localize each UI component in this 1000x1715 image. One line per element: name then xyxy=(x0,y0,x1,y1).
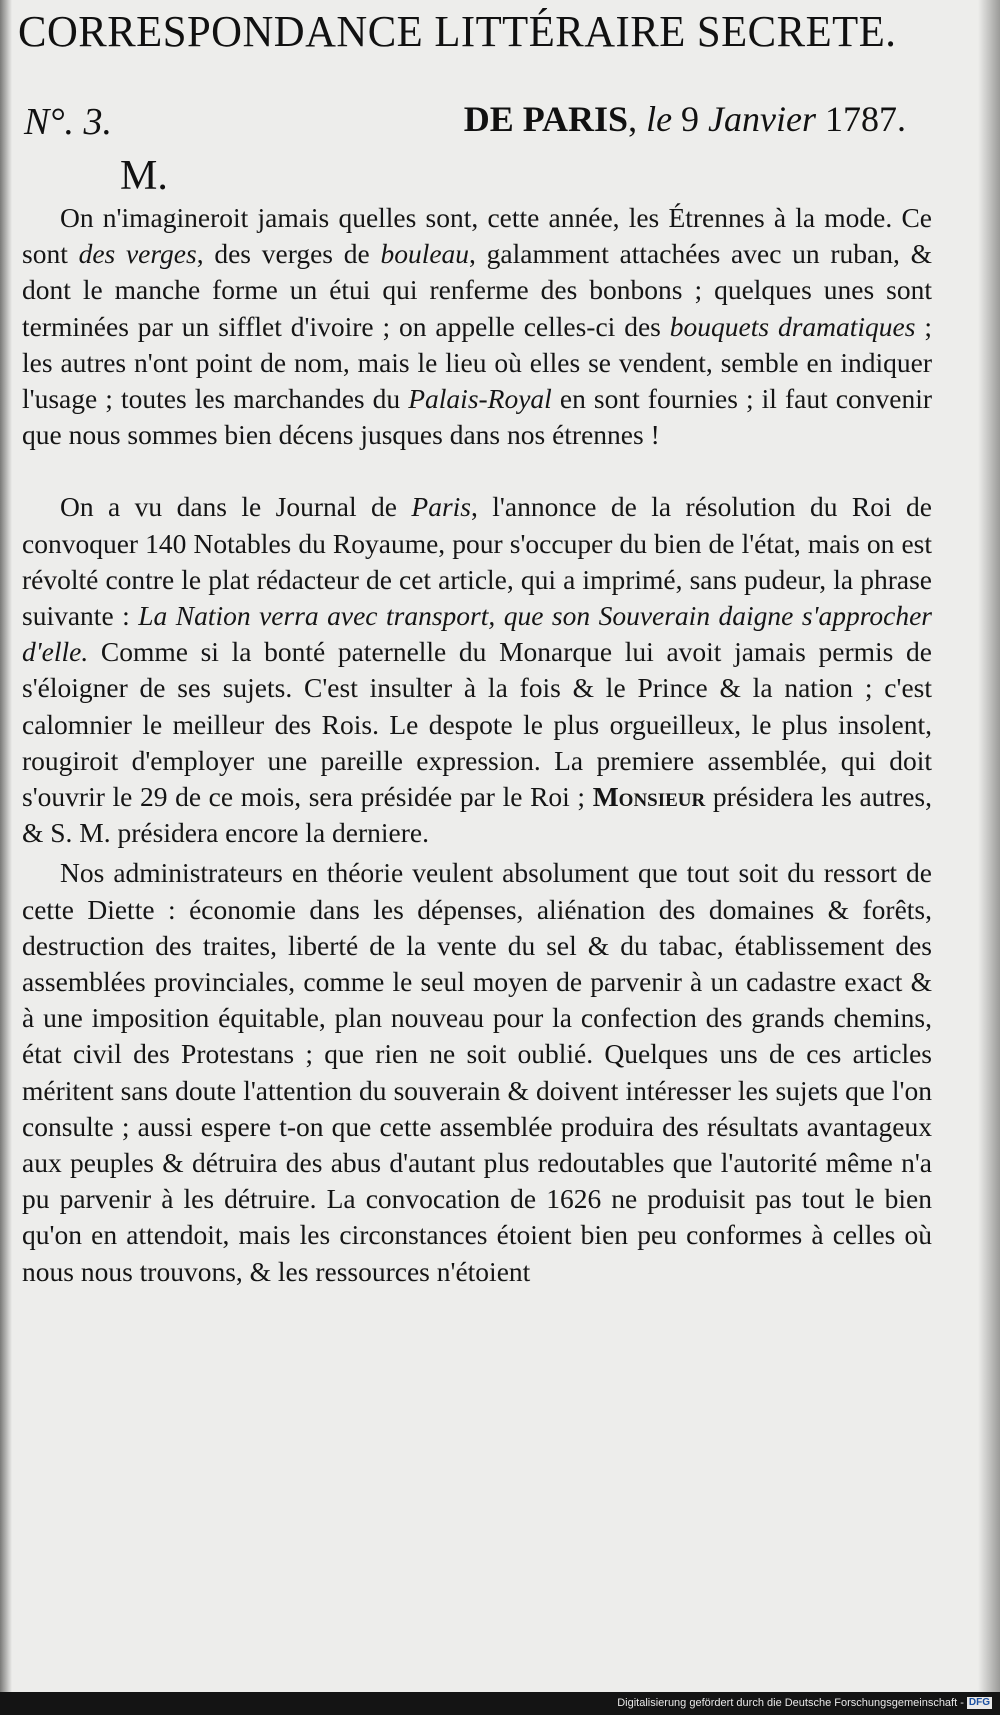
text-run: , galamment attachées avec un ruban, & dont le manche forme un étui qui renferme des bonbons ; quelques unes sont terminées par un sifflet d'ivoire ; on appelle celles-ci des xyxy=(22,238,933,342)
digitization-credit xyxy=(617,1697,992,1709)
text-run: , des verges de xyxy=(196,238,381,270)
text-run: bouquets dramatiques xyxy=(669,310,916,342)
journal-title: CORRESPONDANCE LITTÉRAIRE SECRETE. xyxy=(18,7,897,56)
dateline-day: 9 xyxy=(681,99,700,139)
issue-number: N°. 3. xyxy=(24,101,113,143)
text-run: présidera les autres, & S. M. présidera encore la derniere. xyxy=(22,781,932,849)
dateline-separator: , xyxy=(628,99,638,139)
text-run: , l'annonce de la résolution du Roi de convoquer 140 Notables du Royaume, pour s'occuper du bien de l'état, mais on est révolté contre le plat rédacteur de cet article, qui a imprimé, sans pudeur, la phrase suivante : xyxy=(22,491,932,632)
paragraph-administrateurs xyxy=(22,855,932,1289)
text-run: On a vu dans le Journal de xyxy=(60,491,412,523)
text-run: en sont fournies ; il faut convenir que nous sommes bien décens jusques dans nos étrennes ! xyxy=(22,383,932,451)
text-run: bouleau xyxy=(380,238,470,270)
dfg-logo: DFG xyxy=(968,1697,990,1709)
dateline-year: 1787. xyxy=(825,99,906,139)
article-body xyxy=(22,200,932,1290)
text-run: Palais-Royal xyxy=(408,383,552,415)
text-run: ; les autres n'ont point de nom, mais le lieu où elles se vendent, semble en indiquer l'usage ; toutes les marchandes du xyxy=(22,310,933,415)
text-run: On n'imagineroit jamais quelles sont, cette année, les Étrennes à la mode. Ce sont xyxy=(22,202,932,270)
paragraph-etrennes xyxy=(22,200,932,453)
text-run: La Nation verra avec transport, que son Souverain daigne s'approcher d'elle. xyxy=(22,600,932,668)
dateline-le: le xyxy=(646,99,673,139)
text-run: des verges xyxy=(78,238,197,270)
text-run: Paris xyxy=(411,491,471,523)
text-run: Comme si la bonté paternelle du Monarque lui avoit jamais permis de s'éloigner de ses sujets. C'est insulter à la fois & le Prince & la nation ; c'est calomnier le meilleur des Rois. Le despote le plus orgueilleux, le plus insolent, rougiroit d'employer une pareille expression. La premiere assemblée, qui doit s'ouvrir le 29 de ce mois, sera présidée par le Roi ; xyxy=(22,636,932,813)
dateline xyxy=(464,98,906,140)
credit-text: Digitalisierung gefördert durch die Deutsche Forschungsgemeinschaft - xyxy=(617,1697,964,1709)
text-run: Monsieur xyxy=(592,781,706,813)
salutation: M. xyxy=(120,153,168,199)
dateline-month: Janvier xyxy=(708,99,816,139)
dateline-place: DE PARIS xyxy=(463,99,629,139)
text-run: Nos administrateurs en théorie veulent absolument que tout soit du ressort de cette Diette : économie dans les dépenses, aliénation des domaines & forêts, destruction des traites, liberté de la vente du sel & du tabac, établissement des assemblées provinciales, comme le seul moyen de parvenir à un cadastre exact & à une imposition équitable, plan nouveau pour la confection des grands chemins, état civil des Protestans ; que rien ne soit oublié. Quelques uns de ces articles méritent sans doute l'attention du souverain & doivent intéresser les sujets que l'on consulte ; aussi espere t-on que cette assemblée produira des résultats avantageux aux peuples & détruira des abus d'autant plus redoutables que l'autorité même n'a pu parvenir à les détruire. La convocation de 1626 ne produisit pas tout le bien qu'on en attendoit, mais les circonstances étoient bien peu conformes à celles où nous nous trouvons, & les ressources n'étoient xyxy=(22,857,932,1287)
paragraph-notables xyxy=(22,489,932,851)
